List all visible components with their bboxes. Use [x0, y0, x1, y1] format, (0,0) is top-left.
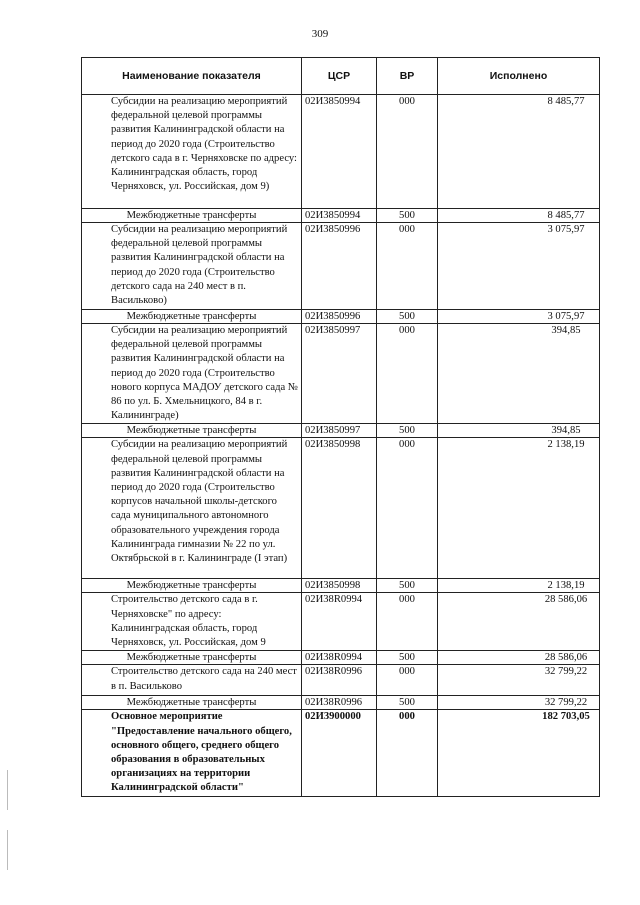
row-vr: 500: [377, 424, 438, 438]
row-name: Межбюджетные трансферты: [82, 424, 302, 438]
row-amount: [438, 209, 600, 223]
row-vr: 500: [377, 209, 438, 223]
row-name-text: Субсидии на реализацию мероприятий федеральной целевой программы развития Калининградской области на период до 2020 года (Строительство нового корпуса МАДОУ детского сада № 86 по ул. Б. Хмельницкого, 84 в г. Калининграде): [111, 325, 298, 422]
row-amount-text: 3 075,97: [547, 311, 585, 322]
scan-mark: [7, 830, 8, 870]
row-code: 02И3850996: [302, 223, 377, 310]
table-row: [82, 665, 600, 696]
row-name-text: Строительство детского сада на 240 мест в п. Васильково: [111, 666, 297, 692]
row-amount: [438, 593, 600, 651]
table-header-row: [82, 58, 600, 95]
row-name-text: Основное мероприятие "Предоставление начального общего, основного общего, среднего общего образования в образовательных организациях на территории Калининградской области": [111, 711, 292, 794]
table-row: [82, 438, 600, 579]
row-name: Межбюджетные трансферты: [82, 696, 302, 710]
row-vr: 500: [377, 651, 438, 665]
row-amount: [438, 710, 600, 797]
row-amount-text: 182 703,05: [542, 711, 590, 723]
row-name: [82, 438, 302, 579]
table-row: [82, 651, 600, 665]
row-code: 02И3850997: [302, 424, 377, 438]
row-amount: [438, 579, 600, 593]
row-name: [82, 324, 302, 424]
row-amount-text: 28 586,06: [544, 652, 588, 664]
row-vr: 000: [377, 593, 438, 651]
row-code: 02И38R0996: [302, 665, 377, 696]
row-name: [82, 665, 302, 696]
row-amount: [438, 438, 600, 579]
row-vr: 000: [377, 223, 438, 310]
row-amount: [438, 665, 600, 696]
row-amount-text: 2 138,19: [547, 580, 585, 592]
table-row: [82, 424, 600, 438]
row-amount: [438, 223, 600, 310]
table-row: [82, 324, 600, 424]
row-amount: [438, 424, 600, 438]
row-amount-text: 8 485,77: [547, 96, 585, 107]
row-name-text: Субсидии на реализацию мероприятий федеральной целевой программы развития Калининградской области на период до 2020 года (Строительство детского сада на 240 мест в п. Васильково): [111, 224, 288, 307]
row-name: Межбюджетные трансферты: [82, 579, 302, 593]
row-code: 02И3900000: [302, 710, 377, 797]
row-vr: 000: [377, 324, 438, 424]
row-amount-text: 394,85: [551, 325, 581, 336]
row-vr: 000: [377, 710, 438, 797]
row-amount-text: 32 799,22: [544, 697, 588, 709]
row-name: Межбюджетные трансферты: [82, 209, 302, 223]
row-amount-text: 28 586,06: [544, 594, 588, 606]
table-row: [82, 95, 600, 209]
table-row: [82, 223, 600, 310]
row-amount: [438, 651, 600, 665]
table-row: [82, 710, 600, 797]
row-amount-text: 32 799,22: [544, 666, 588, 678]
row-code: 02И38R0994: [302, 593, 377, 651]
row-amount-text: 8 485,77: [547, 210, 585, 221]
page-number: 309: [311, 28, 329, 40]
row-code: 02И3850997: [302, 324, 377, 424]
row-name: [82, 95, 302, 209]
row-amount-text: 394,85: [551, 425, 581, 437]
row-code: 02И38R0994: [302, 651, 377, 665]
row-amount: [438, 310, 600, 324]
header-amount: Исполнено: [438, 58, 600, 95]
row-name: Межбюджетные трансферты: [82, 310, 302, 324]
row-vr: 500: [377, 696, 438, 710]
row-name: [82, 223, 302, 310]
row-vr: 000: [377, 438, 438, 579]
row-name: [82, 710, 302, 797]
row-code: 02И3850998: [302, 579, 377, 593]
table-row: [82, 209, 600, 223]
table-row: [82, 696, 600, 710]
row-amount: [438, 696, 600, 710]
row-name: Межбюджетные трансферты: [82, 651, 302, 665]
row-amount: [438, 324, 600, 424]
budget-execution-table: [81, 57, 600, 797]
header-name: Наименование показателя: [82, 58, 302, 95]
row-vr: 000: [377, 95, 438, 209]
table-row: [82, 310, 600, 324]
row-name-text: Строительство детского сада в г. Черняховске" по адресу: Калининградская область, город Черняховск, ул. Российская, дом 9: [111, 594, 266, 649]
row-vr: 500: [377, 579, 438, 593]
row-name-text: Субсидии на реализацию мероприятий федеральной целевой программы развития Калининградской области на период до 2020 года (Строительство детского сада в г. Черняховске по адресу: Калининградская область, город Черняховск, ул. Российская, дом 9): [111, 96, 297, 193]
row-amount-text: 3 075,97: [547, 224, 585, 235]
row-amount: [438, 95, 600, 209]
row-vr: 000: [377, 665, 438, 696]
row-vr: 500: [377, 310, 438, 324]
header-code: ЦСР: [302, 58, 377, 95]
row-name-text: Субсидии на реализацию мероприятий федеральной целевой программы развития Калининградской области на период до 2020 года (Строительство корпусов начальной школы-детского сада муниципального автономного образовательного учреждения города Калининграда гимназии № 22 по ул. Октябрьской в г. Калининграде (I этап): [111, 439, 288, 565]
scan-mark: [7, 770, 8, 810]
row-code: 02И3850994: [302, 209, 377, 223]
row-code: 02И3850998: [302, 438, 377, 579]
row-code: 02И3850994: [302, 95, 377, 209]
table-row: [82, 579, 600, 593]
header-vr: ВР: [377, 58, 438, 95]
row-amount-text: 2 138,19: [547, 439, 585, 451]
table-row: [82, 593, 600, 651]
row-name: [82, 593, 302, 651]
row-code: 02И3850996: [302, 310, 377, 324]
row-code: 02И38R0996: [302, 696, 377, 710]
